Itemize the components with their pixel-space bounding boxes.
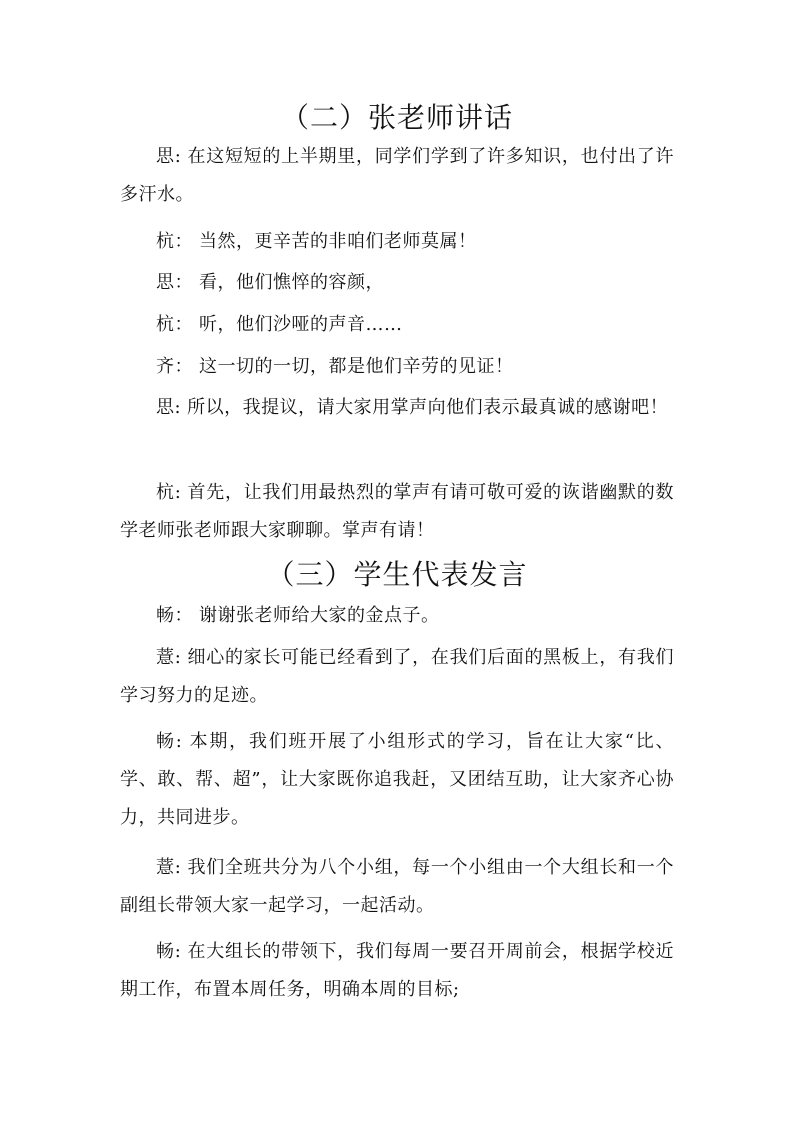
dialogue-text: 在这短短的上半期里，同学们学到了许多知识，也付出了许多汗水。 [120, 146, 674, 205]
speaker-label: 杭: [156, 482, 182, 503]
dialogue-text: 看，他们憔悴的容颜， [199, 272, 384, 293]
dialogue-text: 我们全班共分为八个小组，每一个小组由一个大组长和一个副组长带领大家一起学习，一起活动。 [120, 857, 674, 916]
speaker-label: 畅: [156, 941, 182, 962]
dialogue-paragraph [120, 348, 674, 386]
section-heading-3: （三）学生代表发言 [266, 558, 528, 591]
dialogue-paragraph [120, 223, 674, 261]
dialogue-paragraph [120, 849, 674, 925]
dialogue-paragraph [120, 264, 674, 302]
dialogue-text: 当然，更辛苦的非咱们老师莫属！ [199, 231, 477, 252]
speaker-label: 畅: [156, 731, 183, 752]
speaker-label: 薏: [156, 647, 182, 668]
dialogue-text: 首先，让我们用最热烈的掌声有请可敬可爱的诙谐幽默的数学老师张老师跟大家聊聊。掌声有请！ [120, 482, 674, 541]
dialogue-paragraph [120, 474, 674, 550]
speaker-label: 思: [156, 397, 182, 418]
dialogue-text: 细心的家长可能已经看到了，在我们后面的黑板上，有我们学习努力的足迹。 [120, 647, 674, 706]
dialogue-text: 谢谢张老师给大家的金点子。 [199, 605, 440, 626]
dialogue-text: 本期，我们班开展了小组形式的学习，旨在让大家“比、学、敢、帮、超”，让大家既你追我赶，又团结互助，让大家齐心协力，共同进步。 [120, 731, 674, 828]
dialogue-paragraph [120, 138, 674, 214]
speaker-label: 薏: [156, 857, 182, 878]
dialogue-paragraph [120, 639, 674, 715]
speaker-label: 思： [156, 272, 193, 293]
speaker-label: 畅： [156, 605, 193, 626]
speaker-label: 杭： [156, 231, 193, 252]
dialogue-paragraph [120, 723, 674, 837]
dialogue-text: 在大组长的带领下，我们每周一要召开周前会，根据学校近期工作，布置本周任务，明确本周的目标; [120, 941, 674, 1000]
speaker-label: 齐： [156, 356, 193, 377]
dialogue-text: 听，他们沙哑的声音…… [199, 314, 403, 335]
dialogue-text: 这一切的一切，都是他们辛劳的见证！ [199, 356, 514, 377]
dialogue-paragraph [120, 306, 674, 344]
dialogue-paragraph [120, 933, 674, 1009]
dialogue-paragraph [120, 597, 674, 635]
dialogue-paragraph [120, 389, 674, 427]
dialogue-text: 所以，我提议，请大家用掌声向他们表示最真诚的感谢吧！ [187, 397, 669, 418]
speaker-label: 杭： [156, 314, 193, 335]
section-heading-2: （二）张老师讲话 [280, 101, 513, 134]
speaker-label: 思: [156, 146, 182, 167]
